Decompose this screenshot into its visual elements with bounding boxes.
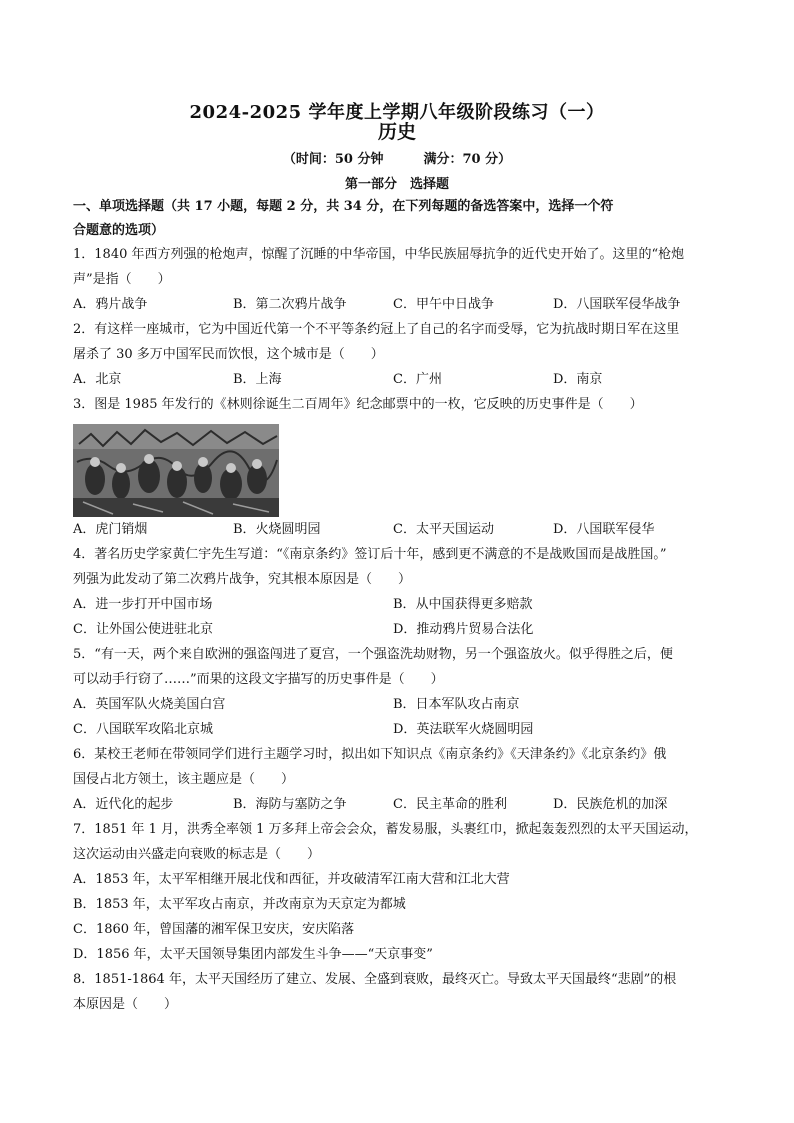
question-4-option-b: B．从中国获得更多赔款 xyxy=(393,597,533,612)
question-3-option-a: A．虎门销烟 xyxy=(73,522,148,537)
question-8-line2: 本原因是（ ） xyxy=(73,997,178,1012)
question-2-option-a: A．北京 xyxy=(73,372,122,387)
exam-score: 满分：70 分） xyxy=(423,152,512,167)
question-1-option-c: C．甲午中日战争 xyxy=(393,297,494,312)
exam-info xyxy=(0,148,794,167)
question-7-option-a: A．1853 年，太平军相继开展北伐和西征，并攻破清军江南大营和江北大营 xyxy=(73,872,510,887)
question-5-line2: 可以动手行窃了……”而果的这段文字描写的历史事件是（ ） xyxy=(73,672,444,687)
question-5-option-a: A．英国军队火烧美国白宫 xyxy=(73,697,226,712)
question-1-option-a: A．鸦片战争 xyxy=(73,297,148,312)
question-3-option-b: B．火烧圆明园 xyxy=(233,522,321,537)
exam-time: （时间：50 分钟 xyxy=(282,152,384,167)
question-2-option-c: C．广州 xyxy=(393,372,442,387)
question-2-line1: 2．有这样一座城市，它为中国近代第一个不平等条约冠上了自己的名字而受辱，它为抗战时期日军在这里 xyxy=(73,322,680,337)
question-4-option-c: C．让外国公使进驻北京 xyxy=(73,622,213,637)
stamp-engraving xyxy=(73,424,279,517)
question-5-line1: 5．“有一天，两个来自欧洲的强盗闯进了夏宫，一个强盗洗劫财物，另一个强盗放火。似乎得胜之后，便 xyxy=(73,647,673,662)
question-2-option-b: B．上海 xyxy=(233,372,282,387)
question-5-option-d: D．英法联军火烧圆明园 xyxy=(393,722,534,737)
question-1-line1: 1．1840 年西方列强的枪炮声，惊醒了沉睡的中华帝国，中华民族屈辱抗争的近代史开始了。这里的“枪炮 xyxy=(73,247,685,262)
question-7-option-b: B．1853 年，太平军攻占南京，并改南京为天京定为都城 xyxy=(73,897,406,912)
question-1-line2: 声”是指（ ） xyxy=(73,272,171,287)
question-6-option-a: A．近代化的起步 xyxy=(73,797,174,812)
question-6-option-d: D．民族危机的加深 xyxy=(553,797,668,812)
part-title: 第一部分 选择题 xyxy=(344,177,449,192)
question-4-option-a: A．进一步打开中国市场 xyxy=(73,597,213,612)
question-3-option-c: C．太平天国运动 xyxy=(393,522,494,537)
question-7-option-c: C．1860 年，曾国藩的湘军保卫安庆，安庆陷落 xyxy=(73,922,355,937)
subject-title: 历史 xyxy=(377,121,416,143)
question-6-line1: 6．某校王老师在带领同学们进行主题学习时，拟出如下知识点《南京条约》《天津条约》《北京条约》俄 xyxy=(73,747,667,762)
exam-title: 2024-2025 学年度上学期八年级阶段练习（一） xyxy=(189,102,605,123)
question-7-line1: 7．1851 年 1 月，洪秀全率领 1 万多拜上帝会会众，蓄发易服，头裹红巾，掀起轰轰烈烈的太平天国运动， xyxy=(73,822,698,837)
question-6-option-b: B．海防与塞防之争 xyxy=(233,797,347,812)
question-3-option-d: D．八国联军侵华 xyxy=(553,522,655,537)
question-2-line2: 屠杀了 30 多万中国军民而饮恨，这个城市是（ ） xyxy=(73,347,384,362)
question-2-option-d: D．南京 xyxy=(553,372,603,387)
question-1-option-d: D．八国联军侵华战争 xyxy=(553,297,681,312)
question-7-line2: 这次运动由兴盛走向衰败的标志是（ ） xyxy=(73,847,321,862)
question-5-option-b: B．日本军队攻占南京 xyxy=(393,697,520,712)
section-heading-line1: 一、单项选择题（共 17 小题，每题 2 分，共 34 分，在下列每题的备选答案中，选择一个符 xyxy=(73,199,614,214)
question-4-option-d: D．推动鸦片贸易合法化 xyxy=(393,622,534,637)
question-4-line2: 列强为此发动了第二次鸦片战争，究其根本原因是（ ） xyxy=(73,572,412,587)
question-1-option-b: B．第二次鸦片战争 xyxy=(233,297,347,312)
question-3-line1: 3．图是 1985 年发行的《林则徐诞生二百周年》纪念邮票中的一枚，它反映的历史事件是（ ） xyxy=(73,397,643,412)
question-6-option-c: C．民主革命的胜利 xyxy=(393,797,507,812)
question-8-line1: 8．1851-1864 年，太平天国经历了建立、发展、全盛到衰败，最终灭亡。导致太平天国最终“悲剧”的根 xyxy=(73,972,677,987)
question-5-option-c: C．八国联军攻陷北京城 xyxy=(73,722,213,737)
question-7-option-d: D．1856 年，太平天国领导集团内部发生斗争——“天京事变” xyxy=(73,947,433,962)
question-6-line2: 国侵占北方领土，该主题应是（ ） xyxy=(73,772,295,787)
section-heading-line2: 合题意的选项） xyxy=(73,223,165,238)
question-4-line1: 4．著名历史学家黄仁宇先生写道：“《南京条约》签订后十年，感到更不满意的不是战败国而是战胜国。” xyxy=(73,547,667,562)
stamp-image xyxy=(73,424,279,517)
